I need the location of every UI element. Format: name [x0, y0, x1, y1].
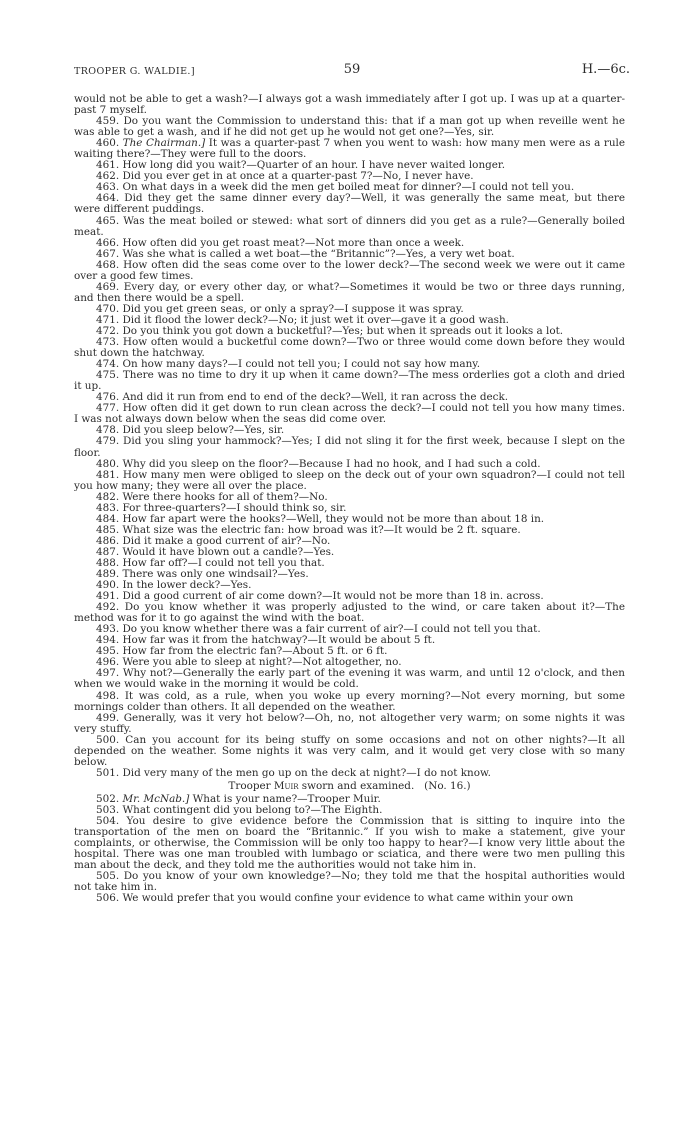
paragraph-text: Did it make a good current of air?—No. — [122, 534, 331, 547]
question-number: 466. — [96, 236, 123, 249]
question-number: 490. — [96, 579, 123, 592]
page-number: 59 — [343, 62, 361, 77]
question-number: 486. — [96, 534, 123, 547]
paragraph-text: Why did you sleep on the floor?—Because I had no hook, and I had such a cold. — [122, 457, 541, 470]
paragraph-text: Why not?—Generally the early part of the evening it was warm, and until 12 o'clock, and then when we would wake in the morning it would be cold. — [74, 667, 625, 691]
paragraph-text: Did you sling your hammock?—Yes; I did not sling it for the first week, because I slept on the floor. — [74, 435, 625, 459]
qa-paragraph — [74, 470, 625, 492]
question-number: 494. — [96, 634, 123, 647]
qa-paragraph — [74, 893, 625, 904]
question-number: 476. — [96, 391, 123, 404]
paragraph-text: How far from the electric fan?—About 5 ft. or 6 ft. — [122, 645, 388, 658]
question-number: 461. — [96, 159, 123, 172]
paragraph-text: Do you know whether there was a fair current of air?—I could not tell you that. — [122, 623, 541, 636]
qa-paragraph — [74, 436, 625, 458]
paragraph-text: Did you sleep below?—Yes, sir. — [122, 424, 285, 437]
qa-paragraph — [74, 871, 625, 893]
qa-paragraph — [74, 116, 625, 138]
paragraph-text: How long did you wait?—Quarter of an hour. I have never waited longer. — [122, 159, 506, 172]
paragraph-text: We would prefer that you would confine your evidence to what came within your own — [122, 892, 574, 905]
paragraph-text: How often did the seas come over to the lower deck?—The second week we were out it came over a good few times. — [74, 258, 625, 282]
paragraph-text: Was the meat boiled or stewed: what sort of dinners did you get as a rule?—Generally boiled meat. — [74, 214, 625, 238]
paragraph-text: How far was it from the hatchway?—It would be about 5 ft. — [122, 634, 436, 647]
question-number: 497. — [96, 667, 123, 680]
heading-suffix: sworn and examined. — [298, 779, 415, 792]
paragraph-text: Did you ever get in at once at a quarter-past 7?—No, I never have. — [122, 170, 474, 183]
qa-paragraph — [74, 602, 625, 624]
question-number: 502. — [96, 792, 123, 805]
question-number: 487. — [96, 545, 123, 558]
heading-prefix: Trooper — [228, 779, 274, 792]
qa-paragraph — [74, 216, 625, 238]
question-number: 505. — [96, 870, 124, 883]
qa-paragraph — [74, 691, 625, 713]
paragraph-text: There was no time to dry it up when it came down?—The mess orderlies got a cloth and dried it up. — [74, 369, 625, 393]
paragraph-text: Every day, or every other day, or what?—Sometimes it would be two or three days running, and then there would be a spell. — [74, 280, 625, 304]
evidence-muir — [74, 794, 625, 904]
paragraph-text: In the lower deck?—Yes. — [122, 579, 252, 592]
paragraph-text: It was cold, as a rule, when you woke up every morning?—Not every morning, but some mornings colder than others. It all depended on the weather. — [74, 689, 625, 713]
heading-number: (No. 16.) — [424, 779, 471, 792]
question-number: 478. — [96, 424, 123, 437]
paragraph-text: Did you get green seas, or only a spray?—I suppose it was spray. — [122, 302, 464, 315]
question-number: 488. — [96, 556, 123, 569]
question-number: 464. — [96, 192, 125, 205]
question-number: 483. — [96, 501, 123, 514]
question-number: 472. — [96, 324, 123, 337]
question-number: 459. — [96, 115, 124, 128]
page-header — [74, 62, 630, 82]
question-number: 499. — [96, 711, 124, 724]
paragraph-text: Can you account for its being stuffy on some occasions and not on other nights?—It all depended on the weather. Some nights it was very calm, and it would get very close with so many below. — [74, 733, 625, 768]
question-number: 495. — [96, 645, 123, 658]
question-number: 496. — [96, 656, 123, 669]
section-heading — [74, 781, 625, 792]
question-number: 460. — [96, 137, 123, 150]
question-number: 484. — [96, 512, 123, 525]
paragraph-text: Did a good current of air come down?—It would not be more than 18 in. across. — [122, 590, 544, 603]
question-number: 463. — [96, 181, 123, 194]
paragraph-text: What size was the electric fan: how broad was it?—It would be 2 ft. square. — [122, 523, 521, 536]
question-number: 473. — [96, 336, 123, 349]
question-number: 480. — [96, 457, 123, 470]
document-code: H.—6c. — [581, 62, 630, 77]
question-number: 467. — [96, 247, 123, 260]
question-number: 469. — [96, 280, 124, 293]
paragraph-text: Do you think you got down a bucketful?—Yes; but when it spreads out it looks a lot. — [122, 324, 564, 337]
speaker-label: Mr. McNab.] — [122, 792, 190, 805]
paragraph-text: Did it flood the lower deck?—No; it just wet it over—gave it a good wash. — [122, 313, 509, 326]
paragraph-text: Were there hooks for all of them?—No. — [122, 490, 328, 503]
evidence-waldie — [74, 94, 625, 779]
paragraph-text: Were you able to sleep at night?—Not altogether, no. — [122, 656, 402, 669]
question-number: 493. — [96, 623, 123, 636]
paragraph-text: How often did it get down to run clean across the deck?—I could not tell you how many times. I was not always down below when the seas did come over. — [74, 402, 625, 426]
paragraph-text: Do you know whether it was properly adjusted to the wind, or care taken about it?—The method was for it to go against the wind with the boat. — [74, 601, 625, 625]
qa-paragraph — [74, 735, 625, 768]
paragraph-text: would not be able to get a wash?—I always got a wash immediately after I got up. I was up at a quarter-past 7 myself. — [74, 93, 625, 117]
speaker-label: The Chairman.] — [122, 137, 206, 150]
qa-paragraph — [74, 713, 625, 735]
paragraph-text: How far off?—I could not tell you that. — [122, 556, 325, 569]
question-number: 474. — [96, 358, 123, 371]
question-number: 501. — [96, 766, 123, 779]
paragraph-text: There was only one windsail?—Yes. — [122, 568, 309, 581]
running-head: TROOPER G. WALDIE.] — [74, 66, 195, 77]
paragraph-text: How far apart were the hooks?—Well, they would not be more than about 18 in. — [122, 512, 545, 525]
paragraph-text: Would it have blown out a candle?—Yes. — [122, 545, 335, 558]
paragraph-text: Do you want the Commission to understand this: that if a man got up when reveille went he was able to get a wash, and if he did not get up he would not get one?—Yes, sir. — [74, 115, 625, 139]
qa-paragraph — [74, 668, 625, 690]
qa-paragraph — [74, 768, 625, 779]
qa-paragraph — [74, 94, 625, 116]
question-number: 482. — [96, 490, 123, 503]
qa-paragraph — [74, 337, 625, 359]
question-number: 492. — [96, 601, 125, 614]
question-number: 471. — [96, 313, 123, 326]
question-number: 465. — [96, 214, 124, 227]
paragraph-text: How many men were obliged to sleep on the deck out of your own squadron?—I could not tell you how many; they were all over the place. — [74, 468, 625, 492]
paragraph-text: Did very many of the men go up on the deck at night?—I do not know. — [122, 766, 491, 779]
question-number: 481. — [96, 468, 123, 481]
paragraph-text: You desire to give evidence before the Commission that is sitting to inquire into the transportation of the men on board the “Britannic.” If you wish to make a statement, give your complaints, or otherwise, the Commission will be only too happy to hear?—I know very little about the hospital. There was one man troubled with lumbago or sciatica, and there were two men pulling this man about the deck, and they told me the authorities would not take him in. — [74, 815, 625, 872]
question-number: 475. — [96, 369, 123, 382]
question-number: 470. — [96, 302, 123, 315]
qa-paragraph — [74, 370, 625, 392]
paragraph-text: Did they get the same dinner every day?—Well, it was generally the same meat, but there were different puddings. — [74, 192, 625, 216]
qa-paragraph — [74, 816, 625, 871]
document-body — [74, 94, 625, 904]
question-number: 462. — [96, 170, 123, 183]
qa-paragraph — [74, 260, 625, 282]
paragraph-text: How often would a bucketful come down?—Two or three would come down before they would shut down the hatchway. — [74, 336, 625, 360]
heading-witness-name: Muir — [273, 779, 299, 792]
paragraph-text: It was a quarter-past 7 when you went to wash: how many men were as a rule waiting there?—They were full to the doors. — [74, 137, 625, 161]
paragraph-text: And did it run from end to end of the deck?—Well, it ran across the deck. — [122, 391, 509, 404]
question-number: 504. — [96, 815, 127, 828]
paragraph-text: Generally, was it very hot below?—Oh, no, not altogether very warm; on some nights it was very stuffy. — [74, 711, 625, 735]
qa-paragraph — [74, 403, 625, 425]
paragraph-text: How often did you get roast meat?—Not more than once a week. — [122, 236, 465, 249]
qa-paragraph — [74, 193, 625, 215]
question-number: 485. — [96, 523, 123, 536]
question-number: 479. — [96, 435, 124, 448]
paragraph-text: What is your name?—Trooper Muir. — [189, 792, 381, 805]
qa-paragraph — [74, 138, 625, 160]
paragraph-text: Do you know of your own knowledge?—No; they told me that the hospital authorities would not take him in. — [74, 870, 625, 894]
paragraph-text: On what days in a week did the men get boiled meat for dinner?—I could not tell you. — [122, 181, 575, 194]
paragraph-text: On how many days?—I could not tell you; I could not say how many. — [122, 358, 481, 371]
question-number: 477. — [96, 402, 123, 415]
question-number: 491. — [96, 590, 123, 603]
paragraph-text: What contingent did you belong to?—The Eighth. — [122, 804, 383, 816]
question-number: 506. — [96, 892, 123, 905]
paragraph-text: For three-quarters?—I should think so, sir. — [122, 501, 347, 514]
question-number: 500. — [96, 733, 126, 746]
question-number: 498. — [96, 689, 125, 702]
question-number: 468. — [96, 258, 124, 271]
question-number: 489. — [96, 568, 123, 581]
question-number: 503. — [96, 804, 123, 816]
paragraph-text: Was she what is called a wet boat—the “Britannic”?—Yes, a very wet boat. — [122, 247, 515, 260]
qa-paragraph — [74, 282, 625, 304]
